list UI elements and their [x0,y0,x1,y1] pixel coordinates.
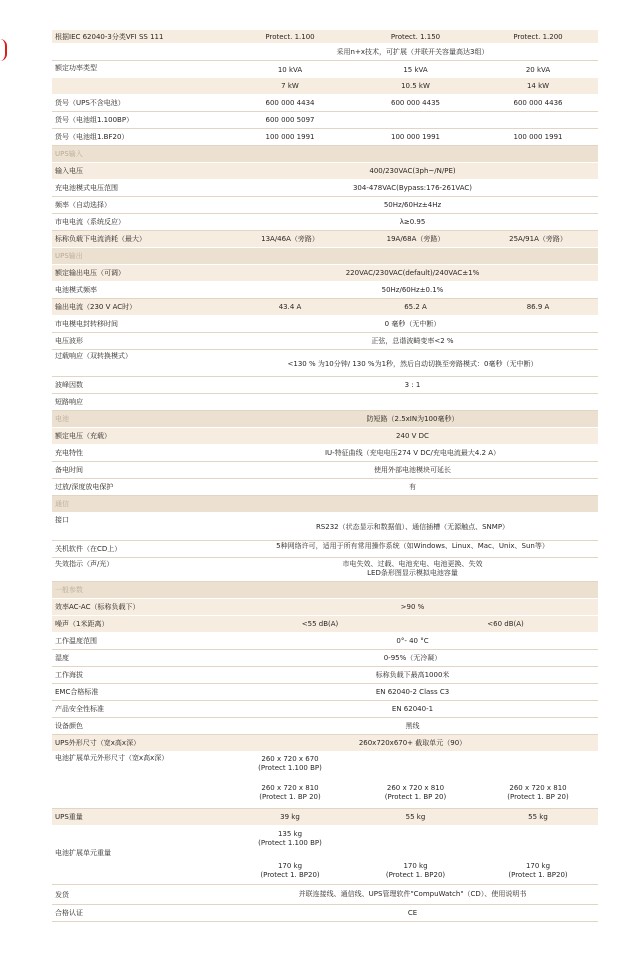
table-row [52,299,598,316]
humidity-label: 湿度 [55,654,69,662]
kw-3: 14 kW [526,82,550,90]
waveform: 正弦，总谐波畸变率<2 % [371,337,454,345]
dim-value: 260 x 720 x 670 [261,755,319,763]
weight-model: (Protect 1.100 BP) [258,839,322,847]
table-row [52,129,598,146]
table-row [52,479,598,496]
waveform-label: 电压波形 [55,337,83,345]
table-row [52,333,598,350]
battery-dimensions-bp [227,755,353,773]
crest-factor: 3 : 1 [404,381,421,389]
battery-weight-bp [227,830,353,848]
kw-1: 7 kW [281,82,299,90]
charge-range: 304-478VAC(Bypass:176-261VAC) [352,184,473,192]
part-no-1: 600 000 4434 [265,99,315,107]
weight-model: (Protect 1. BP20) [385,871,446,879]
efficiency-label: 效率AC-AC（标称负载下） [55,603,140,611]
table-row [52,214,598,231]
output-current-3: 86.9 A [526,303,550,311]
table-row [52,316,598,333]
temperature: 0°- 40 °C [396,637,429,645]
kva-1: 10 kVA [277,66,303,74]
table-row [52,513,598,541]
output-current-2: 65.2 A [404,303,427,311]
weight-value: 135 kg [277,830,303,838]
table-row [52,44,598,61]
interface-label: 接口 [55,516,69,524]
shutdown-software: 5种网络许可，适用于所有常用操作系统（如Windows、Linux、Mac、Unix、Sun等） [276,542,549,550]
altitude: 标称负载下最高1000米 [375,671,450,679]
table-row [52,445,598,462]
part-bf-label: 货号（电池组1.BF20） [55,133,129,141]
emc-label: EMC合格标准 [55,688,99,696]
shipping-label: 发货 [55,891,69,899]
kva-3: 20 kVA [525,66,551,74]
battery-weight-1 [227,862,353,880]
safety: EN 62040-1 [391,705,434,713]
part-bf-2: 100 000 1991 [391,133,440,141]
section-header [52,582,598,599]
tech-note: 采用n+x技术，可扩展（并联开关容量高达3组） [336,48,489,56]
section-header [52,146,598,163]
ups-weight-1: 39 kg [280,813,300,821]
battery-dimensions-1 [227,784,353,802]
table-row [52,885,598,905]
section-header [52,496,598,513]
noise-2: <60 dB(A) [487,620,524,628]
battery-voltage: 240 V DC [396,432,429,440]
ups-dimensions: 260x720x670+ 截取单元（90） [358,739,467,747]
crest-factor-label: 波峰因数 [55,381,83,389]
transfer-time-label: 市电模电封转移时间 [55,320,118,328]
alarm-label: 失效指示（声/光） [55,560,114,568]
battery-voltage-label: 额定电压（充载） [55,432,111,440]
ups-output-heading: UPS输出 [55,252,83,260]
standard-label: 根据IEC 62040-3分类VFI SS 111 [55,33,164,41]
table-row [52,826,598,885]
comm-heading: 通信 [55,500,69,508]
input-voltage: 400/230VAC(3ph~/N/PE) [369,167,456,175]
table-row [52,599,598,616]
model-2: Protect. 1.150 [390,33,441,41]
ups-weight-label: UPS重量 [55,813,83,821]
shipping-contents: 并联连接线、通信线、UPS管理软件"CompuWatch"（CD）、使用说明书 [298,890,527,898]
power-factor: λ≥0.95 [399,218,426,226]
table-row [52,197,598,214]
model-3: Protect. 1.200 [513,33,563,41]
weight-value: 170 kg [277,862,303,870]
table-row [52,112,598,129]
table-row [52,701,598,718]
kw-2: 10.5 kW [401,82,430,90]
dim-model: (Protect 1. BP 20) [384,793,447,801]
consumption-1: 13A/46A（旁路） [261,235,319,243]
table-row [52,809,598,826]
battery-dimensions-label: 电池扩展单元外形尺寸（宽x高x深） [55,754,169,762]
certification-label: 合格认证 [55,909,83,917]
shutdown-software-label: 关机软件（在CD上） [55,545,122,553]
deep-discharge-label: 过放/深度放电保护 [55,483,114,491]
general-heading: 一般参数 [55,586,83,594]
table-row [52,558,598,582]
humidity: 0-95%（无冷凝） [383,654,442,662]
dim-value: 260 x 720 x 810 [509,784,567,792]
table-row [52,735,598,752]
table-row [52,428,598,445]
temperature-label: 工作温度范围 [55,637,97,645]
backup-time: 使用外部电池模块可延长 [374,466,451,474]
table-row [52,633,598,650]
table-row [52,377,598,394]
table-row [52,667,598,684]
dim-model: (Protect 1. BP 20) [259,793,321,801]
table-row [52,616,598,633]
table-row [52,95,598,112]
battery-weight-2 [353,862,478,880]
emc: EN 62040-2 Class C3 [375,688,450,696]
section-header [52,411,598,428]
overload-label: 过载响应（双转换模式） [55,352,132,360]
part-no-3: 600 000 4436 [513,99,563,107]
table-row [52,350,598,377]
charge-char: IU-特征曲线（充电电压274 V DC/充电电流最大4.2 A） [324,449,501,457]
power-factor-label: 市电电流（系统反应） [55,218,125,226]
ups-weight-3: 55 kg [528,813,548,821]
safety-label: 产品安全性标准 [55,705,104,713]
dim-model: (Protect 1.100 BP) [258,764,322,772]
ups-input-heading: UPS输入 [55,150,83,158]
color-label: 设备颜色 [55,722,83,730]
weight-model: (Protect 1. BP20) [508,871,568,879]
spec-table [52,30,598,922]
part-bf-3: 100 000 1991 [513,133,563,141]
output-current-label: 输出电流（230 V AC时） [55,303,137,311]
red-margin-mark [0,39,7,61]
charge-char-label: 充电特性 [55,449,83,457]
kva-2: 15 kVA [403,66,428,74]
interface: RS232（状态显示和数据值）、通信插槽（无源触点、SNMP） [315,523,510,531]
part-bf-1: 100 000 1991 [265,133,315,141]
output-current-1: 43.4 A [278,303,302,311]
table-row [52,265,598,282]
rated-power-label: 额定功率类型 [55,64,97,72]
table-row [52,394,598,411]
backup-time-label: 备电时间 [55,466,83,474]
noise-1: <55 dB(A) [301,620,339,628]
dim-model: (Protect 1. BP 20) [507,793,569,801]
table-row [52,752,598,809]
table-row [52,61,598,78]
short-circuit-protection: 防短路（2.5xIN为100毫秒） [366,415,459,423]
ups-weight-2: 55 kg [405,813,426,821]
output-voltage-label: 额定输出电压（可调） [55,269,125,277]
part-batt: 600 000 5097 [265,116,315,124]
output-voltage: 220VAC/230VAC(default)/240VAC±1% [345,269,480,277]
weight-model: (Protect 1. BP20) [260,871,320,879]
consumption-3: 25A/91A（旁路） [509,235,567,243]
efficiency: >90 % [400,603,425,611]
battery-freq-label: 电池模式频率 [55,286,97,294]
deep-discharge: 有 [409,483,416,491]
certification: CE [407,909,418,917]
input-freq-label: 频率（自动选择） [55,201,111,209]
input-freq: 50Hz/60Hz±4Hz [383,201,442,209]
table-row [52,163,598,180]
table-row [52,718,598,735]
overload-response: <130 % 为10分钟/ 130 %为1秒，然后自动切换至旁路模式：0毫秒（无中断） [287,360,538,368]
battery-dimensions-2 [353,784,478,802]
battery-dimensions-3 [478,784,598,802]
dim-value: 260 x 720 x 810 [386,784,445,792]
dim-value: 260 x 720 x 810 [261,784,319,792]
section-header [52,248,598,265]
altitude-label: 工作海拔 [55,671,83,679]
model-1: Protect. 1.100 [265,33,315,41]
part-no-2: 600 000 4435 [391,99,440,107]
device-color: 黑线 [405,722,420,730]
alarm-line-1: 市电失效、过载、电池充电、电池更换、失效 [342,560,483,568]
alarm-indication [227,560,598,578]
battery-freq: 50Hz/60Hz±0.1% [381,286,444,294]
battery-weight-label: 电池扩展单元重量 [55,849,111,857]
consumption-2: 19A/68A（旁路） [386,235,445,243]
part-no-label: 货号（UPS不含电池） [55,99,125,107]
table-row [52,684,598,701]
weight-value: 170 kg [525,862,551,870]
table-row [52,78,598,95]
table-row [52,180,598,197]
transfer-time: 0 毫秒（无中断） [384,320,441,328]
alarm-line-2: LED条形图显示模拟电池容量 [367,569,458,577]
table-row [52,231,598,248]
battery-weight-3 [478,862,598,880]
input-voltage-label: 输入电压 [55,167,83,175]
noise-label: 噪声（1米距离） [55,620,109,628]
consumption-label: 标称负载下电流消耗（最大） [55,235,146,243]
charge-range-label: 充电池模式电压范围 [55,184,118,192]
part-batt-label: 货号（电池组1.100BP） [55,116,134,124]
table-row [52,905,598,922]
table-row [52,650,598,667]
ups-dimensions-label: UPS外形尺寸（宽x高x深） [55,739,141,747]
table-row [52,462,598,479]
table-row [52,541,598,558]
short-circuit-label: 短路响应 [55,398,83,406]
table-header-row [52,30,598,44]
table-row [52,282,598,299]
battery-heading: 电池 [55,415,69,423]
weight-value: 170 kg [403,862,428,870]
